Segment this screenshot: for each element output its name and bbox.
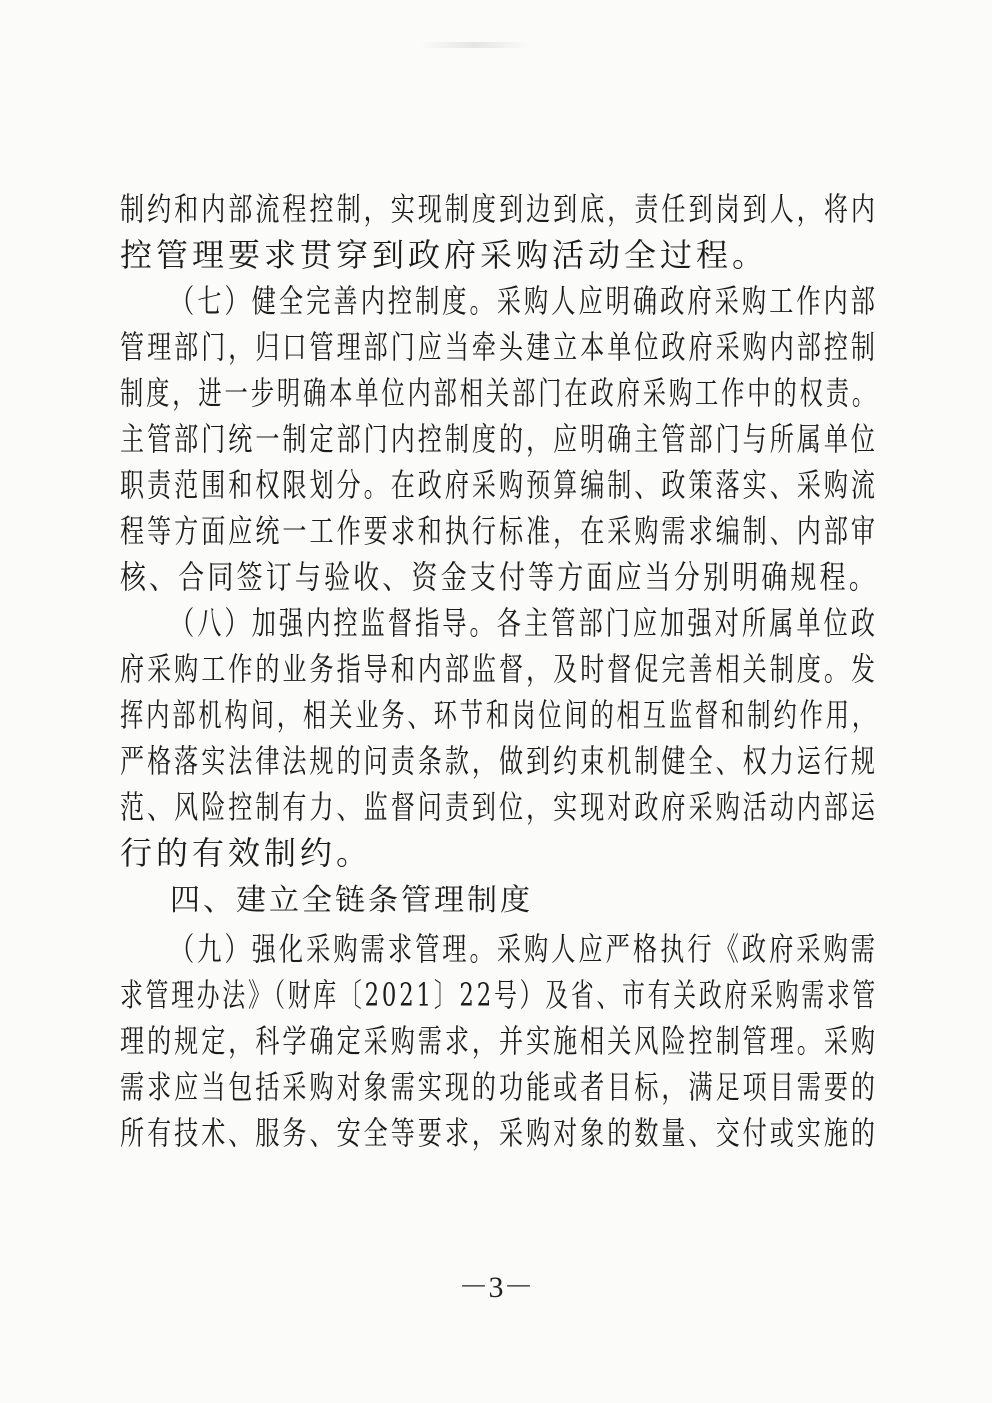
text-line: 控管理要求贯穿到政府采购活动全过程。 [120,236,769,274]
text-line: （九）强化采购需求管理。采购人应严格执行《政府采购需 [170,930,878,968]
text-line: 管理部门，归口管理部门应当牵头建立本单位政府采购内部控制 [120,328,878,366]
document-body [120,186,878,1156]
text-line: 所有技术、服务、安全等要求，采购对象的数量、交付或实施的 [120,1114,878,1152]
text-line: 程等方面应统一工作要求和执行标准，在采购需求编制、内部审 [120,512,878,550]
scan-artifact [420,42,530,48]
text-line: 行的有效制约。 [120,834,373,872]
paragraph-continued [120,186,878,278]
section-heading: 四、建立全链条管理制度 [170,883,533,918]
text-line: 职责范围和权限划分。在政府采购预算编制、政策落实、采购流 [120,466,878,504]
page-number: －3－ [458,1271,534,1304]
text-line: 核、合同签订与验收、资金支付等方面应当分别明确规程。 [120,558,878,596]
paragraph-8 [120,600,878,876]
text-line: 理的规定，科学确定采购需求，并实施相关风险控制管理。采购 [120,1022,878,1060]
text-line: 制度，进一步明确本单位内部相关部门在政府采购工作中的权责。 [120,374,878,412]
paragraph-9 [120,926,878,1156]
text-line: 主管部门统一制定部门内控制度的，应明确主管部门与所属单位 [120,420,878,458]
text-line: 制约和内部流程控制，实现制度到边到底，责任到岗到人，将内 [120,190,878,228]
text-line: （七）健全完善内控制度。采购人应明确政府采购工作内部 [170,282,878,320]
text-line: （八）加强内控监督指导。各主管部门应加强对所属单位政 [170,604,878,642]
text-line: 求管理办法》（财库〔2021〕22号）及省、市有关政府采购需求管 [120,976,878,1014]
text-line: 需求应当包括采购对象需实现的功能或者目标，满足项目需要的 [120,1068,878,1106]
text-line: 严格落实法律法规的问责条款，做到约束机制健全、权力运行规 [120,742,878,780]
text-line: 府采购工作的业务指导和内部监督，及时督促完善相关制度。发 [120,650,878,688]
text-line: 挥内部机构间，相关业务、环节和岗位间的相互监督和制约作用， [120,696,878,734]
paragraph-7 [120,278,878,600]
text-line: 范、风险控制有力、监督问责到位，实现对政府采购活动内部运 [120,788,878,826]
